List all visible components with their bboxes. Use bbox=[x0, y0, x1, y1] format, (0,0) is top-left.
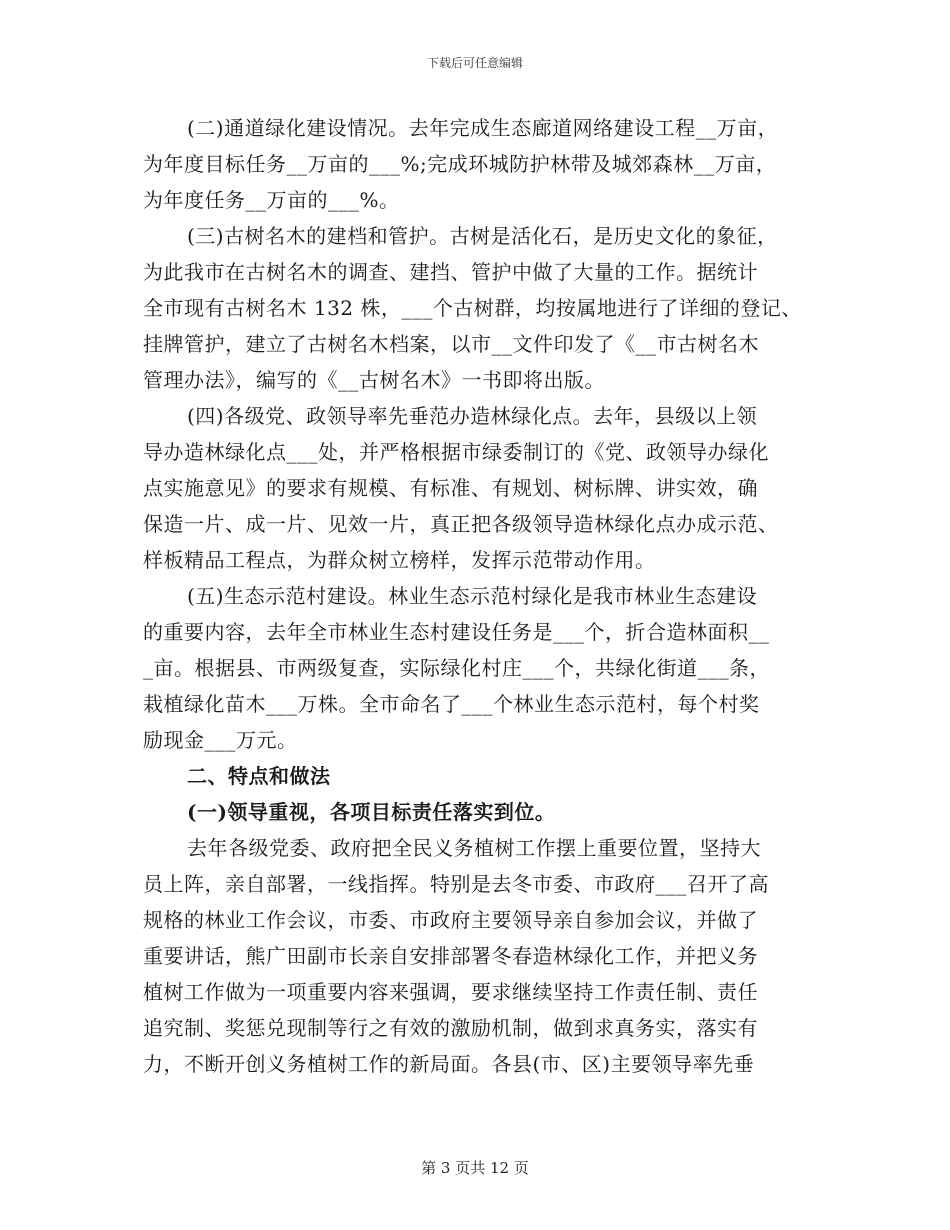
text-line: (三)古树名木的建档和管护。古树是活化石，是历史文化的象征， bbox=[187, 224, 778, 248]
document-body bbox=[143, 110, 808, 1082]
text-line: 员上阵，亲自部署，一线指挥。特别是去冬市委、市政府___召开了高 bbox=[143, 872, 769, 896]
text-line: 追究制、奖惩兑现制等行之有效的激励机制，做到求真务实，落实有 bbox=[143, 1016, 758, 1040]
text-line: 点实施意见》的要求有规模、有标准、有规划、树标牌、讲实效，确 bbox=[143, 476, 758, 500]
text-line: 植树工作做为一项重要内容来强调，要求继续坚持工作责任制、责任 bbox=[143, 980, 758, 1004]
text-line: 去年各级党委、政府把全民义务植树工作摆上重要位置，坚持大 bbox=[187, 836, 761, 860]
text-line: 的重要内容，去年全市林业生态村建设任务是___个，折合造林面积__ bbox=[143, 620, 770, 644]
page-header: 下载后可任意编辑 bbox=[426, 56, 523, 70]
page-footer: 第 3 页共 12 页 bbox=[421, 1159, 529, 1177]
text-line: 重要讲话，熊广田副市长亲自安排部署冬春造林绿化工作，并把义务 bbox=[143, 944, 758, 968]
text-line: 样板精品工程点，为群众树立榜样，发挥示范带动作用。 bbox=[143, 548, 656, 572]
text-line: 力，不断开创义务植树工作的新局面。各县(市、区)主要领导率先垂 bbox=[143, 1052, 755, 1076]
text-line: (四)各级党、政领导率先垂范办造林绿化点。去年，县级以上领 bbox=[187, 404, 758, 428]
text-line: (五)生态示范村建设。林业生态示范村绿化是我市林业生态建设 bbox=[187, 584, 758, 608]
text-line: _亩。根据县、市两级复查，实际绿化村庄___个，共绿化街道___条， bbox=[143, 656, 770, 680]
text-line: (二)通道绿化建设情况。去年完成生态廊道网络建设工程__万亩， bbox=[187, 116, 779, 140]
section-heading: 二、特点和做法 bbox=[187, 764, 331, 788]
subsection-heading: (一)领导重视，各项目标责任落实到位。 bbox=[187, 800, 556, 824]
text-line: 管理办法》，编写的《__古树名木》一书即将出版。 bbox=[143, 368, 605, 392]
text-line: 全市现有古树名木 132 株，___个古树群，均按属地进行了详细的登记、 bbox=[143, 296, 802, 320]
text-line: 为此我市在古树名木的调查、建挡、管护中做了大量的工作。据统计 bbox=[143, 260, 758, 284]
text-line: 保造一片、成一片、见效一片，真正把各级领导造林绿化点办成示范、 bbox=[143, 512, 779, 536]
text-line: 挂牌管护，建立了古树名木档案，以市__文件印发了《__市古树名木 bbox=[143, 332, 759, 356]
text-line: 栽植绿化苗木___万株。全市命名了___个林业生态示范村，每个村奖 bbox=[143, 692, 760, 716]
text-line: 规格的林业工作会议，市委、市政府主要领导亲自参加会议，并做了 bbox=[143, 908, 758, 932]
text-line: 导办造林绿化点___处，并严格根据市绿委制订的《党、政领导办绿化 bbox=[143, 440, 769, 464]
text-line: 为年度任务__万亩的___%。 bbox=[143, 188, 400, 212]
text-line: 为年度目标任务__万亩的___%;完成环城防护林带及城郊森林__万亩， bbox=[143, 152, 777, 176]
text-line: 励现金___万元。 bbox=[143, 728, 298, 752]
